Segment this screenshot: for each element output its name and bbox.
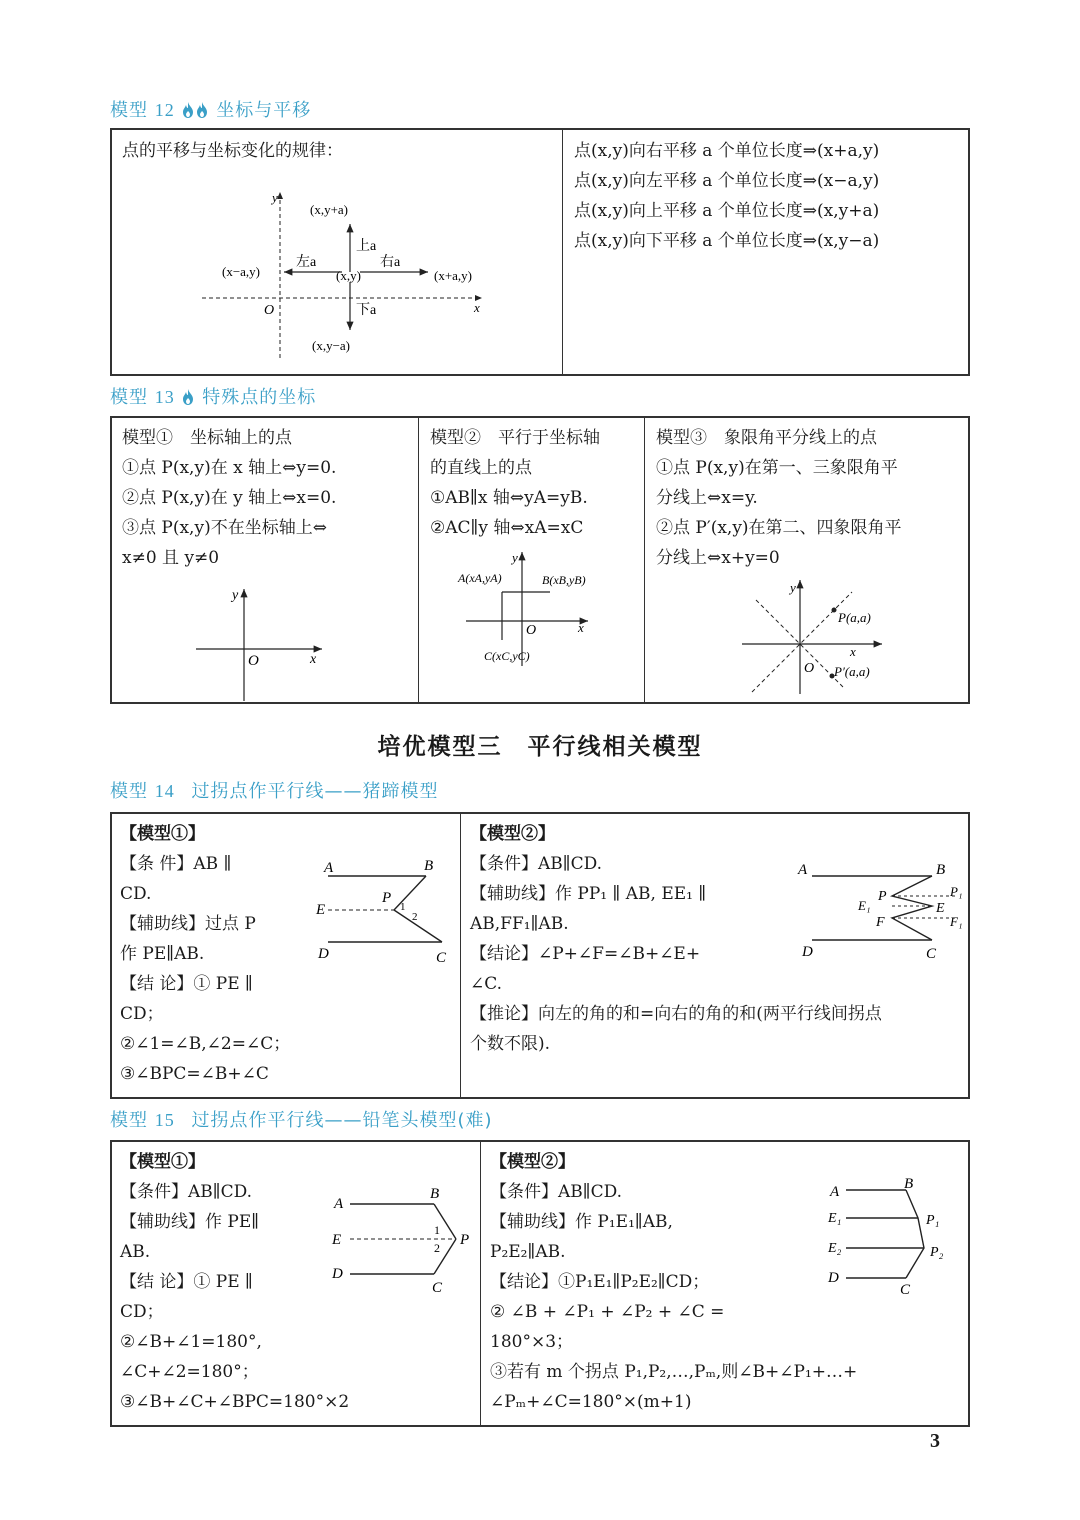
- model-13-title: 模型 13 特殊点的坐标: [110, 387, 317, 408]
- svg-text:P: P: [382, 890, 392, 906]
- up-point: (x,y+a): [310, 202, 349, 217]
- left-label: 左a: [296, 255, 317, 270]
- svg-text:2: 2: [434, 1241, 440, 1255]
- svg-text:C: C: [436, 950, 447, 966]
- svg-text:1: 1: [400, 901, 406, 913]
- svg-text:O: O: [526, 623, 537, 638]
- model-12-rules: [574, 136, 879, 256]
- rule-right: 点(x,y)向右平移 a 个单位长度⇒(x+a,y): [574, 141, 880, 161]
- svg-text:P(a,a): P(a,a): [838, 610, 871, 625]
- model-15-left-text: 【模型①】 【条件】AB∥CD. 【辅助线】作 PE∥ AB. 【结 论】① PE ∥ CD； ②∠B+∠1=180°, ∠C+∠2=180°； ③∠B+∠C+∠BPC=180°×2: [120, 1152, 350, 1412]
- svg-text:B: B: [904, 1176, 914, 1192]
- svg-text:P₁: P₁: [926, 1213, 940, 1228]
- model-13-col3: 模型③ 象限角平分线上的点 ①点 P(x,y)在第一、三象限角平 分线上⇔x=y. ②点 P′(x,y)在第二、四象限角平 分线上⇔x+y=0: [656, 428, 902, 568]
- rule-up: 点(x,y)向上平移 a 个单位长度⇒(x,y+a): [574, 201, 880, 221]
- right-label: 右a: [380, 255, 401, 270]
- model-14-left-text: 【模型①】 【条 件】AB ∥ CD. 【辅助线】过点 P 作 PE∥AB. 【结 论】① PE ∥ CD； ②∠1=∠B,∠2=∠C； ③∠BPC=∠B+∠C: [120, 824, 291, 1084]
- pig-hoof-diagram-1: [308, 854, 458, 969]
- svg-text:O: O: [248, 653, 259, 669]
- right-point: (x+a,y): [434, 268, 473, 283]
- svg-text:A: A: [830, 1184, 840, 1200]
- up-label: 上a: [356, 239, 377, 254]
- svg-text:P: P: [878, 889, 887, 904]
- svg-text:A: A: [334, 1196, 344, 1212]
- down-point: (x,y−a): [312, 338, 351, 353]
- svg-text:y: y: [790, 580, 796, 595]
- svg-text:x: x: [310, 652, 317, 667]
- y-axis-label: y: [272, 190, 278, 205]
- pencil-diagram-1: [324, 1182, 474, 1297]
- svg-text:E: E: [332, 1232, 342, 1248]
- svg-text:C: C: [926, 946, 937, 962]
- svg-text:y: y: [232, 588, 239, 603]
- svg-text:B: B: [936, 862, 946, 878]
- svg-text:E₂: E₂: [828, 1241, 842, 1256]
- svg-text:A(xA,yA): A(xA,yA): [458, 571, 502, 585]
- rule-down: 点(x,y)向下平移 a 个单位长度⇒(x,y−a): [574, 231, 880, 251]
- model-13-box: [110, 416, 970, 704]
- svg-text:C: C: [432, 1280, 443, 1296]
- svg-text:D: D: [828, 1270, 839, 1286]
- svg-text:y: y: [512, 550, 518, 565]
- down-label: 下a: [356, 303, 377, 318]
- page-number: 3: [930, 1430, 940, 1452]
- svg-text:B: B: [424, 858, 434, 874]
- svg-text:C: C: [900, 1282, 911, 1298]
- svg-text:C(xC,yC): C(xC,yC): [484, 649, 530, 663]
- section-heading: 培优模型三 平行线相关模型: [377, 734, 703, 760]
- svg-text:B: B: [430, 1186, 440, 1202]
- svg-text:P: P: [460, 1232, 470, 1248]
- svg-text:A: A: [798, 862, 808, 878]
- svg-text:D: D: [802, 944, 813, 960]
- axis-diagram: [192, 583, 332, 703]
- svg-text:x: x: [850, 644, 856, 659]
- svg-text:E: E: [316, 902, 326, 918]
- svg-text:B(xB,yB): B(xB,yB): [542, 573, 586, 587]
- model-14-box: [110, 812, 970, 1099]
- svg-text:P₂: P₂: [930, 1245, 944, 1260]
- translation-diagram: [192, 180, 512, 370]
- svg-text:F₁: F₁: [950, 914, 963, 929]
- pencil-diagram-2: [820, 1172, 970, 1302]
- flame-icon: [196, 102, 208, 118]
- model-15-box: [110, 1140, 970, 1427]
- flame-icon: [182, 102, 194, 118]
- origin-label: O: [264, 303, 275, 318]
- svg-text:A: A: [324, 860, 334, 876]
- model-12-box: [110, 128, 970, 376]
- model-14-right-text: 【模型②】 【条件】AB∥CD. 【辅助线】作 PP₁ ∥ AB, EE₁ ∥ AB,FF₁∥AB. 【结论】∠P+∠F=∠B+∠E+ ∠C. 【推论】向左的角的和=向右的角的和(两平行线间拐点 个数不限).: [470, 824, 882, 1054]
- model-12-title: 模型 12 坐标与平移: [110, 100, 312, 121]
- x-axis-label: x: [474, 300, 480, 315]
- center-point: (x,y): [336, 268, 361, 283]
- bisector-diagram: [732, 576, 912, 696]
- rule-left: 点(x,y)向左平移 a 个单位长度⇒(x−a,y): [574, 171, 880, 191]
- svg-text:x: x: [578, 620, 584, 635]
- svg-text:O: O: [804, 661, 815, 676]
- model-13-col2: 模型② 平行于坐标轴 的直线上的点 ①AB∥x 轴⇔yA=yB. ②AC∥y 轴⇔xA=xC: [430, 428, 600, 538]
- model-14-title: 模型 14 过拐点作平行线——猪蹄模型: [110, 781, 439, 802]
- svg-text:D: D: [332, 1266, 343, 1282]
- svg-text:P₁: P₁: [950, 884, 963, 899]
- svg-text:P′(a,a): P′(a,a): [834, 664, 870, 679]
- svg-text:E₁: E₁: [828, 1211, 842, 1226]
- svg-text:2: 2: [412, 911, 418, 923]
- svg-text:E₁: E₁: [858, 898, 871, 913]
- svg-text:1: 1: [434, 1223, 440, 1237]
- parallel-axis-diagram: [452, 548, 602, 673]
- model-13-col1: 模型① 坐标轴上的点 ①点 P(x,y)在 x 轴上⇔y=0. ②点 P(x,y)在 y 轴上⇔x=0. ③点 P(x,y)不在坐标轴上⇔ x≠0 且 y≠0: [122, 428, 337, 568]
- left-point: (x−a,y): [222, 264, 261, 279]
- svg-text:E: E: [936, 901, 945, 916]
- svg-text:D: D: [318, 946, 329, 962]
- model-15-right-text: 【模型②】 【条件】AB∥CD. 【辅助线】作 P₁E₁∥AB, P₂E₂∥AB. 【结论】①P₁E₁∥P₂E₂∥CD； ② ∠B + ∠P₁ + ∠P₂ + ∠C = 180°×3； ③若有 m 个拐点 P₁,P₂,…,Pₘ,则∠B+∠P₁+…+ ∠Pₘ+∠C=180°×(m+1): [490, 1152, 858, 1412]
- flame-icon: [182, 389, 194, 405]
- model-12-heading: 点的平移与坐标变化的规律：: [122, 141, 343, 161]
- model-15-title: 模型 15 过拐点作平行线——铅笔头模型(难): [110, 1110, 493, 1131]
- pig-hoof-diagram-2: [792, 854, 968, 969]
- svg-text:F: F: [876, 915, 885, 930]
